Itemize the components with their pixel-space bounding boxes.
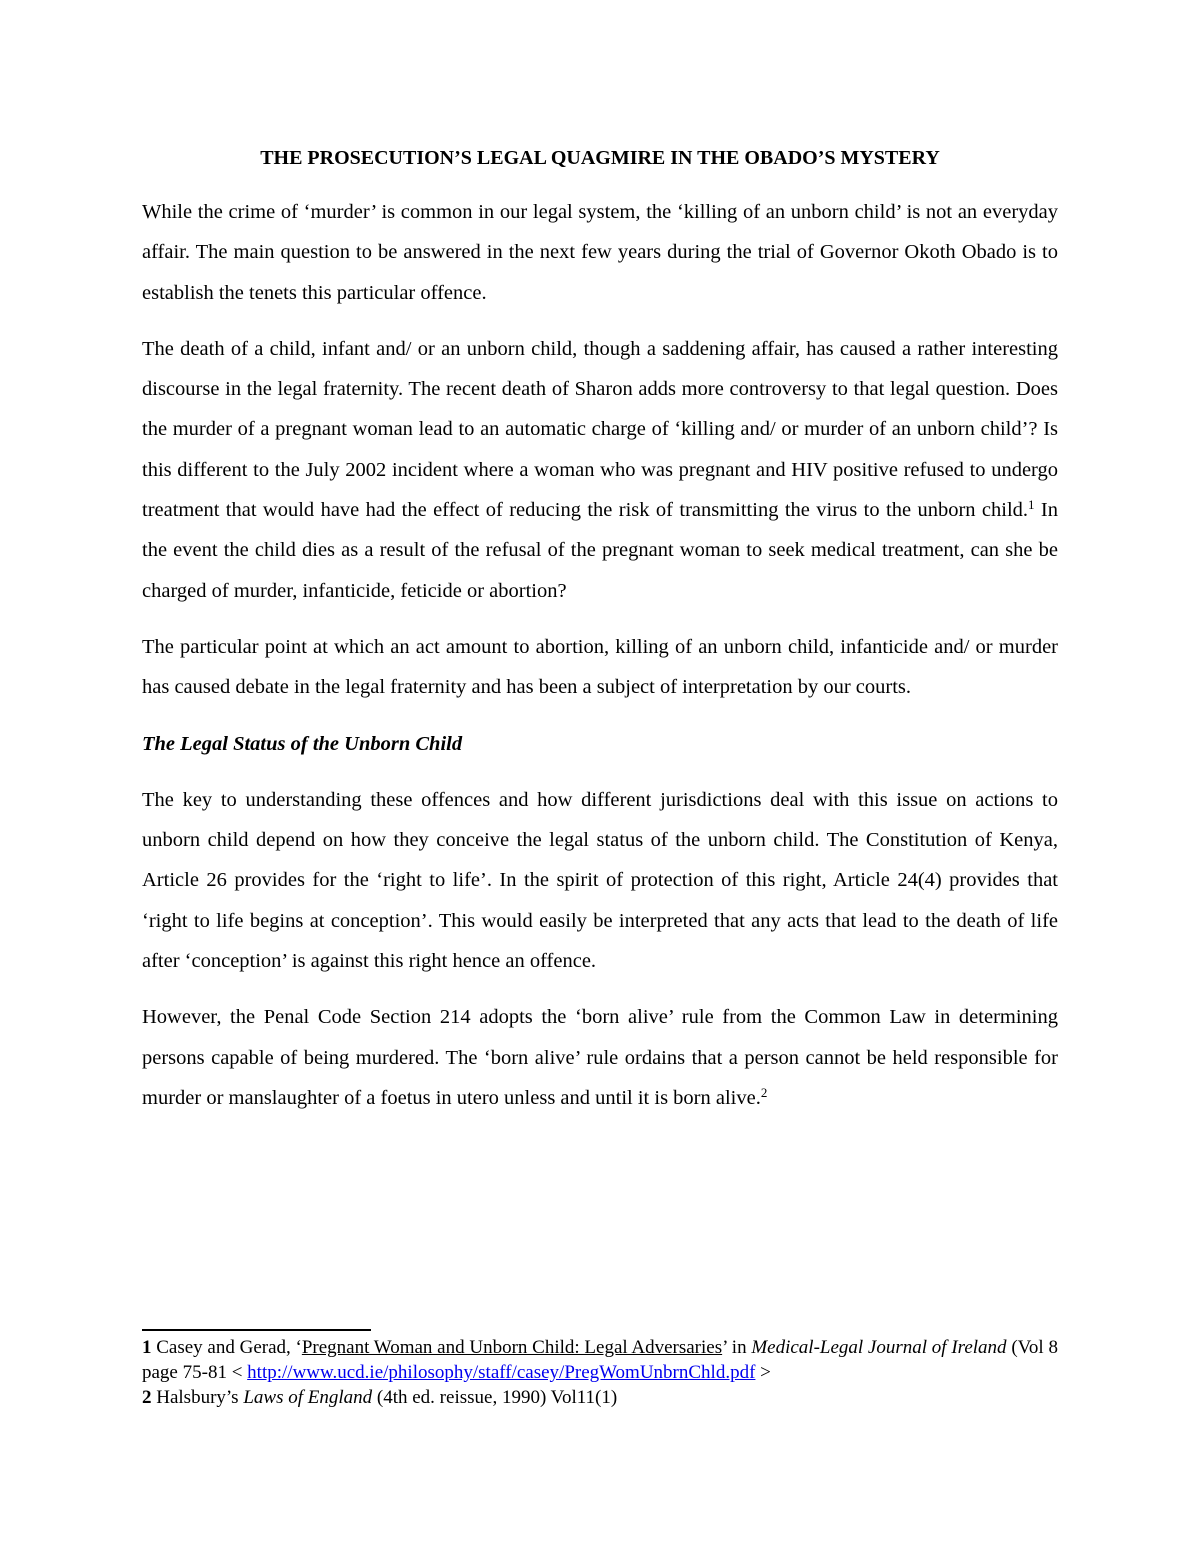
paragraph-death-of-child <box>142 329 1058 611</box>
footnote-ref-1[interactable]: 1 <box>1028 497 1035 513</box>
paragraph-constitution: The key to understanding these offences and how different jurisdictions deal with this issue on actions to unborn child depend on how they conceive the legal status of the unborn child. The Constitution of Kenya, Article 26 provides for the ‘right to life’. In the spirit of protection of this right, Article 24(4) provides that ‘right to life begins at conception’. This would easily be interpreted that any acts that lead to the death of life after ‘conception’ is against this right hence an offence. <box>142 788 1058 973</box>
footnote-book-title: Laws of England <box>243 1387 373 1408</box>
footnote-ref-2[interactable]: 2 <box>760 1084 768 1100</box>
footnote-number: 2 <box>142 1387 152 1408</box>
document-page <box>142 138 1058 1134</box>
footnote-separator <box>142 1329 371 1331</box>
footnote-article-title: Pregnant Woman and Unborn Child: Legal Adversaries <box>301 1337 723 1358</box>
footnote-2 <box>142 1385 1058 1410</box>
footnote-text: (4th ed. reissue, 1990) Vol11(1) <box>372 1387 618 1408</box>
footnote-text: (Vol 8 page 75-81 < <box>142 1337 1058 1383</box>
paragraph-text: However, the Penal Code Section 214 adopts the ‘born alive’ rule from the Common Law in determining persons capable of being murdered. The ‘born alive’ rule ordains that a person cannot be held responsible for murder or manslaughter of a foetus in utero unless and until it is born alive. <box>142 1006 1058 1109</box>
paragraph-abortion-debate: The particular point at which an act amount to abortion, killing of an unborn child, infanticide and/ or murder has caused debate in the legal fraternity and has been a subject of interpretation by our courts. <box>142 635 1058 699</box>
footnote-text: > <box>755 1362 771 1383</box>
paragraph-text: In the event the child dies as a result of the refusal of the pregnant woman to seek medical treatment, can she be charged of murder, infanticide, feticide or abortion? <box>142 499 1058 602</box>
section-heading: The Legal Status of the Unborn Child <box>142 732 463 755</box>
footnote-text: Casey and Gerad, ‘ <box>151 1337 302 1358</box>
paragraph-penal-code <box>142 997 1058 1118</box>
footnote-journal: Medical-Legal Journal of Ireland <box>751 1337 1007 1358</box>
footnotes <box>142 1329 1058 1410</box>
paragraph-text: The death of a child, infant and/ or an unborn child, though a saddening affair, has caused a rather interesting discourse in the legal fraternity. The recent death of Sharon adds more controversy to that legal question. Does the murder of a pregnant woman lead to an automatic charge of ‘killing and/ or murder of an unborn child’? Is this different to the July 2002 incident where a woman who was pregnant and HIV positive refused to undergo treatment that would have had the effect of reducing the risk of transmitting the virus to the unborn child. <box>142 337 1058 522</box>
footnote-number: 1 <box>142 1337 152 1358</box>
paragraph-intro: While the crime of ‘murder’ is common in our legal system, the ‘killing of an unborn child’ is not an everyday affair. The main question to be answered in the next few years during the trial of Governor Okoth Obado is to establish the tenets this particular offence. <box>142 201 1058 304</box>
document-title: THE PROSECUTION’S LEGAL QUAGMIRE IN THE OBADO’S MYSTERY <box>260 147 940 169</box>
footnote-text: Halsbury’s <box>151 1387 244 1408</box>
footnote-text: ’ in <box>722 1337 752 1358</box>
footnote-link[interactable]: http://www.ucd.ie/philosophy/staff/casey/PregWomUnbrnChld.pdf <box>247 1362 756 1383</box>
footnote-1 <box>142 1335 1058 1385</box>
